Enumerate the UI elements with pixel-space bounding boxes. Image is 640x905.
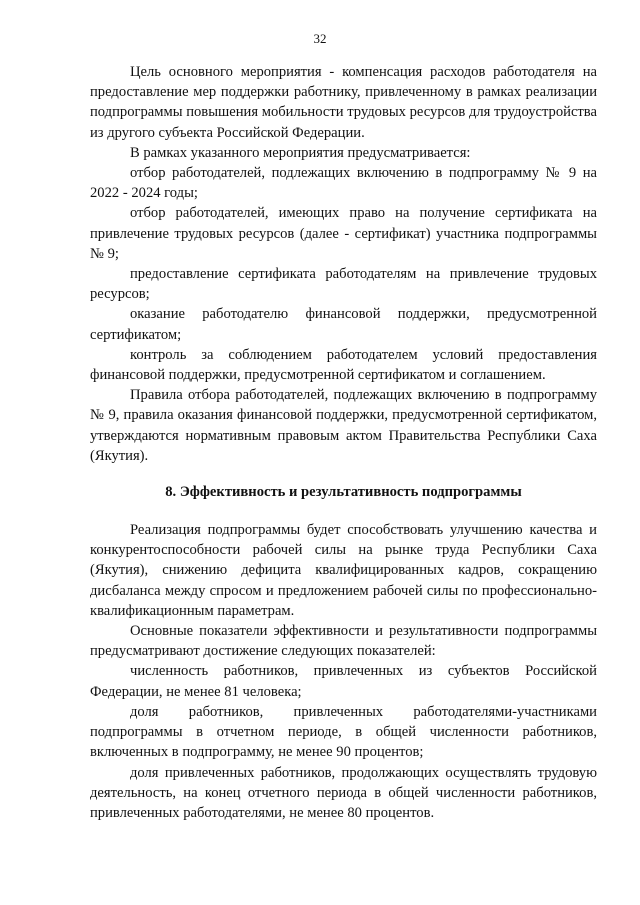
list-item-indicator-count: численность работников, привлеченных из субъектов Российской Федерации, не менее 81 человека; bbox=[90, 663, 597, 700]
list-item-indicator-share-retained: доля привлеченных работников, продолжающих осуществлять трудовую деятельность, на конец отчетного периода в общей численности работников, привлеченных работодателями, не менее 80 процентов. bbox=[90, 764, 597, 821]
paragraph-indicators-intro: Основные показатели эффективности и результативности подпрограммы предусматривают достижение следующих показателей: bbox=[90, 623, 597, 660]
page-number: 32 bbox=[313, 31, 327, 46]
paragraph-goal: Цель основного мероприятия - компенсация расходов работодателя на предоставление мер поддержки работнику, привлеченному в рамках реализации подпрограммы повышения мобильности трудовых ресурсов для трудоустройства из другого субъекта Российской Федерации. bbox=[90, 64, 597, 141]
list-item-employer-selection: отбор работодателей, подлежащих включению в подпрограмму № 9 на 2022 - 2024 годы; bbox=[90, 165, 597, 202]
list-item-indicator-share-participants: доля работников, привлеченных работодателями-участниками подпрограммы в отчетном периоде, в общей численности работников, включенных в подпрограмму, не менее 90 процентов; bbox=[90, 703, 597, 761]
paragraph-rules: Правила отбора работодателей, подлежащих включению в подпрограмму № 9, правила оказания финансовой поддержки, предусмотренной сертификатом, утверждаются нормативным правовым актом Правительства Республики Саха (Якутия). bbox=[90, 387, 597, 464]
list-item-certificate-provision: предоставление сертификата работодателям на привлечение трудовых ресурсов; bbox=[90, 266, 597, 303]
section-heading: 8. Эффективность и результативность подпрограммы bbox=[165, 484, 522, 501]
document-body bbox=[90, 62, 597, 823]
paragraph-measures-intro: В рамках указанного мероприятия предусматривается: bbox=[130, 144, 471, 161]
list-item-financial-support: оказание работодателю финансовой поддержки, предусмотренной сертификатом; bbox=[90, 306, 597, 343]
paragraph-implementation: Реализация подпрограммы будет способствовать улучшению качества и конкурентоспособности рабочей силы на рынке труда Республики Саха (Якутия), снижению дефицита квалифицированных кадров, сокращению дисбаланса между спросом и предложением рабочей силы по профессионально-квалификационным параметрам. bbox=[90, 522, 597, 619]
list-item-certificate-selection: отбор работодателей, имеющих право на получение сертификата на привлечение трудовых ресурсов (далее - сертификат) участника подпрограммы № 9; bbox=[90, 205, 597, 262]
list-item-compliance-control: контроль за соблюдением работодателем условий предоставления финансовой поддержки, предусмотренной сертификатом и соглашением. bbox=[90, 346, 597, 384]
